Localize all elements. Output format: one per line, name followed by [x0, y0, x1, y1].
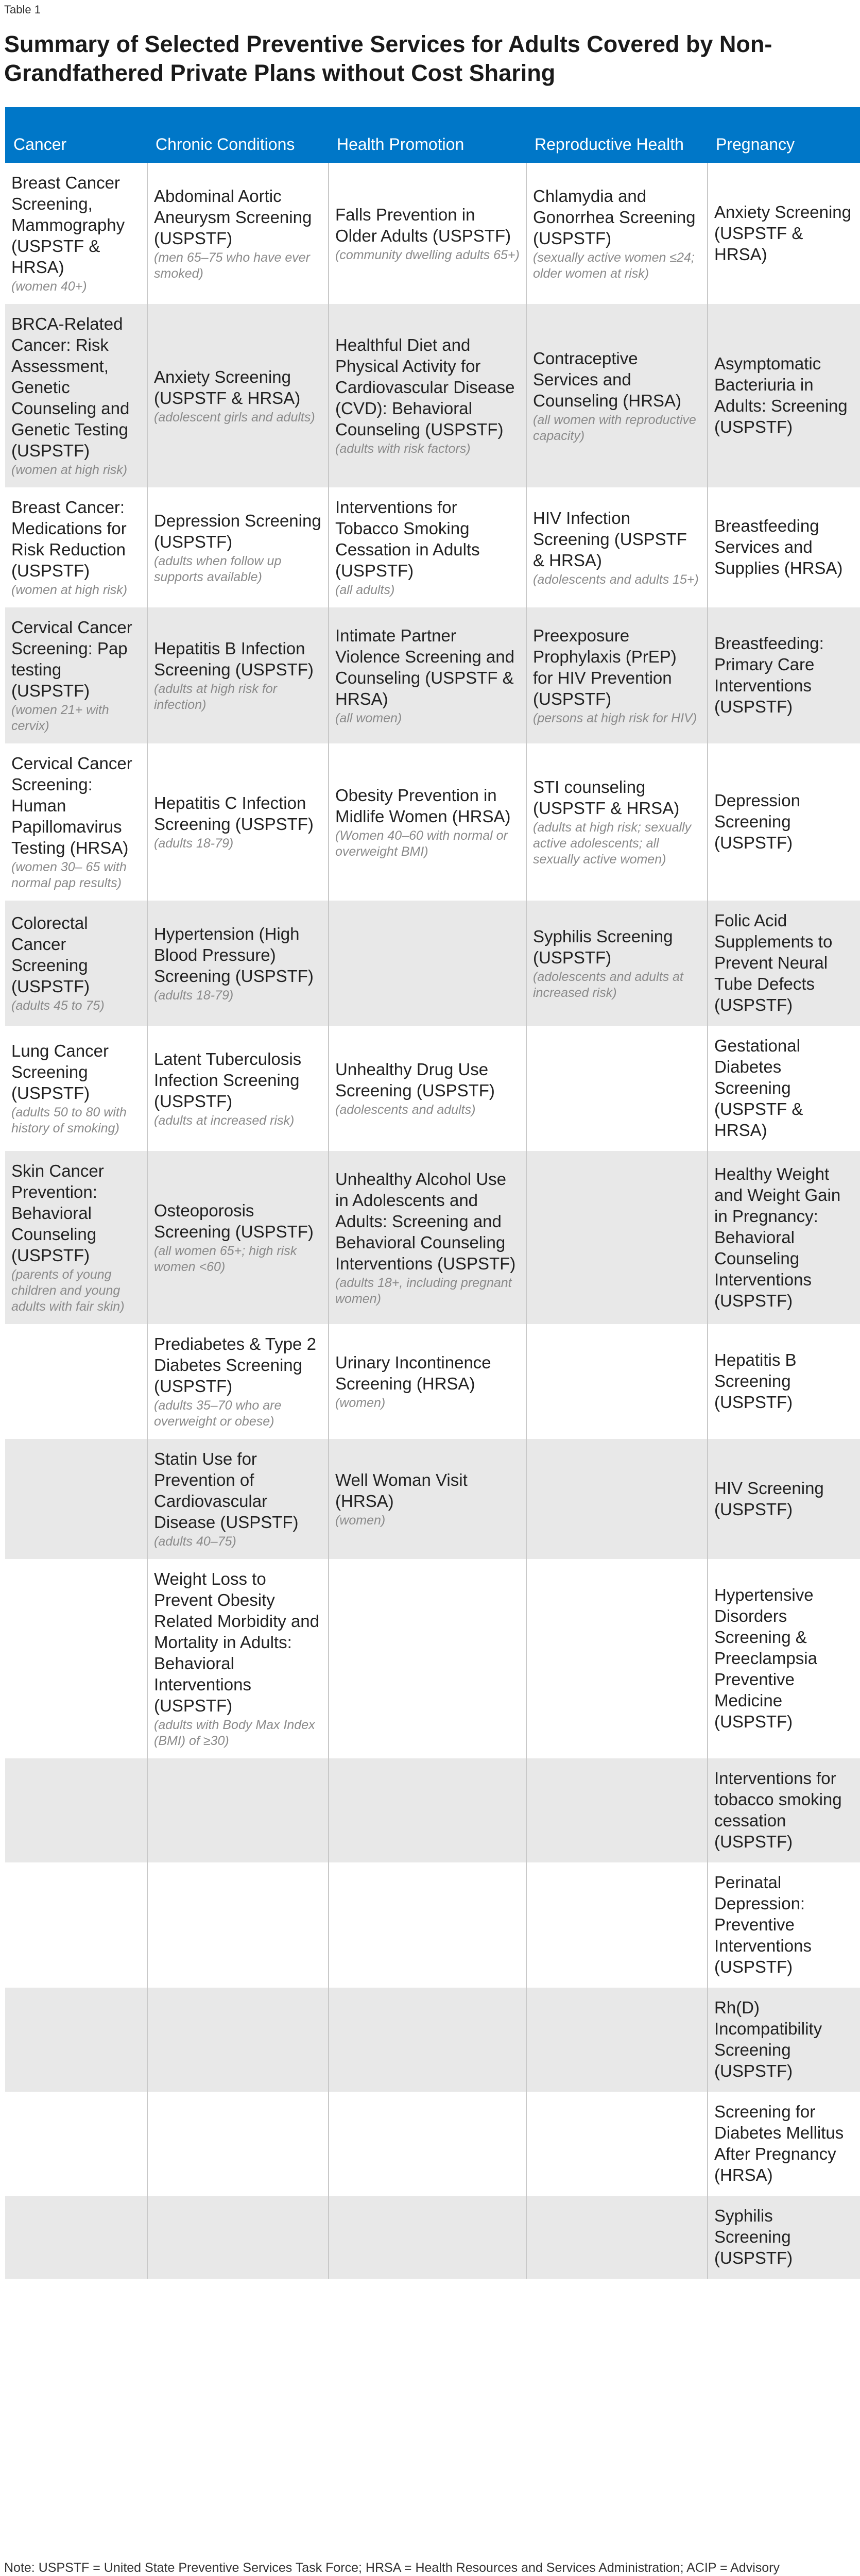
cell-cancer	[5, 304, 147, 487]
column-header-pregnancy: Pregnancy	[708, 107, 860, 163]
service-name: Breastfeeding: Primary Care Interventions (USPSTF)	[714, 634, 824, 716]
cell-reproductive-health	[526, 487, 708, 607]
cell-health-promotion	[329, 901, 526, 1026]
service-name: Depression Screening (USPSTF)	[714, 791, 800, 852]
population-note: (all adults)	[335, 583, 395, 597]
population-note: (women at high risk)	[11, 463, 128, 477]
service-name: Unhealthy Drug Use Screening (USPSTF)	[335, 1060, 495, 1100]
table-row	[5, 2196, 860, 2279]
service-name: Syphilis Screening (USPSTF)	[533, 926, 673, 967]
page-title: Summary of Selected Preventive Services for Adults Covered by Non-Grandfathered Private Plans without Cost Sharing	[4, 31, 772, 86]
cell-health-promotion	[329, 2092, 526, 2196]
cell-health-promotion	[329, 2196, 526, 2279]
cell-pregnancy	[708, 487, 860, 607]
cell-cancer	[5, 1862, 147, 1988]
cell-chronic-conditions	[147, 163, 329, 304]
cell-reproductive-health	[526, 1988, 708, 2092]
table-row	[5, 743, 860, 901]
cell-chronic-conditions	[147, 2196, 329, 2279]
cell-chronic-conditions	[147, 1026, 329, 1151]
cell-health-promotion	[329, 743, 526, 901]
population-note: (all women with reproductive capacity)	[533, 412, 696, 443]
table-header-row	[5, 107, 860, 163]
population-note: (adolescent girls and adults)	[154, 410, 315, 425]
table-row	[5, 901, 860, 1026]
cell-cancer	[5, 163, 147, 304]
population-note: (adults 18-79)	[154, 988, 234, 1003]
table-row	[5, 1026, 860, 1151]
cell-pregnancy	[708, 2092, 860, 2196]
service-name: Folic Acid Supplements to Prevent Neural Tube Defects (USPSTF)	[714, 911, 833, 1014]
cell-chronic-conditions	[147, 487, 329, 607]
service-name: Preexposure Prophylaxis (PrEP) for HIV Prevention (USPSTF)	[533, 625, 677, 708]
service-name: Well Woman Visit (HRSA)	[335, 1470, 468, 1511]
cell-pregnancy	[708, 1324, 860, 1439]
service-name: Anxiety Screening (USPSTF & HRSA)	[714, 202, 851, 264]
population-note: (sexually active women ≤24; older women at risk)	[533, 250, 695, 281]
cell-chronic-conditions	[147, 743, 329, 901]
population-note: (adults 35–70 who are overweight or obese)	[154, 1398, 282, 1429]
cell-pregnancy	[708, 1026, 860, 1151]
table-row	[5, 487, 860, 607]
service-name: Prediabetes & Type 2 Diabetes Screening (USPSTF)	[154, 1334, 316, 1396]
cell-health-promotion	[329, 1151, 526, 1324]
population-note: (adults with risk factors)	[335, 442, 471, 456]
cell-chronic-conditions	[147, 1151, 329, 1324]
services-table-wrapper	[5, 107, 851, 2279]
population-note: (women)	[335, 1513, 386, 1528]
service-name: Hepatitis B Infection Screening (USPSTF)	[154, 639, 314, 679]
cell-chronic-conditions	[147, 304, 329, 487]
table-row	[5, 1324, 860, 1439]
service-name: HIV Infection Screening (USPSTF & HRSA)	[533, 508, 687, 570]
population-note: (adults 18+, including pregnant women)	[335, 1275, 512, 1306]
cell-reproductive-health	[526, 1862, 708, 1988]
population-note: (adolescents and adults 15+)	[533, 572, 699, 587]
service-name: Hepatitis B Screening (USPSTF)	[714, 1350, 797, 1412]
table-row	[5, 1151, 860, 1324]
population-note: (adolescents and adults)	[335, 1103, 476, 1117]
population-note: (women at high risk)	[11, 583, 128, 597]
service-name: Asymptomatic Bacteriuria in Adults: Screening (USPSTF)	[714, 354, 848, 436]
cell-pregnancy	[708, 901, 860, 1026]
population-note: (adults at increased risk)	[154, 1113, 295, 1128]
population-note: (adults 40–75)	[154, 1534, 236, 1549]
population-note: (adults 45 to 75)	[11, 998, 105, 1013]
note-text: Note: USPSTF = United State Preventive Services Task Force; HRSA = Health Resources and Services Administration; ACIP = Advisory	[4, 2561, 780, 2575]
table-row	[5, 1559, 860, 1758]
cell-cancer	[5, 2092, 147, 2196]
population-note: (all women)	[335, 710, 402, 725]
service-name: Breast Cancer: Medications for Risk Reduction (USPSTF)	[11, 498, 127, 580]
service-name: Skin Cancer Prevention: Behavioral Counseling (USPSTF)	[11, 1161, 104, 1265]
table-body	[5, 163, 860, 2279]
cell-reproductive-health	[526, 1026, 708, 1151]
cell-cancer	[5, 607, 147, 743]
table-row	[5, 607, 860, 743]
cell-chronic-conditions	[147, 1324, 329, 1439]
service-name: Colorectal Cancer Screening (USPSTF)	[11, 913, 90, 996]
column-header-cancer: Cancer	[5, 107, 147, 163]
service-name: Depression Screening (USPSTF)	[154, 511, 321, 551]
service-name: Intimate Partner Violence Screening and Counseling (USPSTF & HRSA)	[335, 625, 514, 708]
table-row	[5, 1439, 860, 1559]
population-note: (persons at high risk for HIV)	[533, 710, 697, 725]
cell-pregnancy	[708, 1988, 860, 2092]
service-name: Syphilis Screening (USPSTF)	[714, 2206, 793, 2267]
table-row	[5, 1988, 860, 2092]
cell-health-promotion	[329, 487, 526, 607]
service-name: Abdominal Aortic Aneurysm Screening (USPSTF)	[154, 186, 312, 248]
service-name: Obesity Prevention in Midlife Women (HRSA)	[335, 785, 511, 826]
population-note: (adults 50 to 80 with history of smoking)	[11, 1105, 127, 1136]
cell-reproductive-health	[526, 1758, 708, 1862]
cell-reproductive-health	[526, 607, 708, 743]
cell-chronic-conditions	[147, 901, 329, 1026]
table-row	[5, 1862, 860, 1988]
service-name: Gestational Diabetes Screening (USPSTF & HRSA)	[714, 1036, 803, 1140]
population-note: (parents of young children and young adults with fair skin)	[11, 1267, 125, 1314]
cell-cancer	[5, 1439, 147, 1559]
cell-reproductive-health	[526, 2092, 708, 2196]
services-table	[5, 107, 860, 2279]
cell-health-promotion	[329, 1559, 526, 1758]
population-note: (women 21+ with cervix)	[11, 703, 109, 733]
population-note: (adults at high risk for infection)	[154, 682, 277, 712]
cell-health-promotion	[329, 1862, 526, 1988]
cell-pregnancy	[708, 607, 860, 743]
cell-pregnancy	[708, 1758, 860, 1862]
service-name: Healthful Diet and Physical Activity for Cardiovascular Disease (CVD): Behavioral Counseling (USPSTF)	[335, 335, 515, 439]
cell-pregnancy	[708, 304, 860, 487]
population-note: (adults at high risk; sexually active adolescents; all sexually active women)	[533, 820, 692, 867]
table-row	[5, 2092, 860, 2196]
population-note: (community dwelling adults 65+)	[335, 247, 520, 262]
footnotes	[4, 2560, 828, 2576]
population-note: (Women 40–60 with normal or overweight BMI)	[335, 828, 508, 859]
population-note: (adolescents and adults at increased risk)	[533, 969, 683, 1000]
cell-chronic-conditions	[147, 1758, 329, 1862]
cell-pregnancy	[708, 1151, 860, 1324]
service-name: Hypertension (High Blood Pressure) Screening (USPSTF)	[154, 924, 314, 986]
service-name: HIV Screening (USPSTF)	[714, 1478, 824, 1519]
cell-pregnancy	[708, 1559, 860, 1758]
cell-chronic-conditions	[147, 1988, 329, 2092]
service-name: Anxiety Screening (USPSTF & HRSA)	[154, 367, 301, 408]
cell-cancer	[5, 2196, 147, 2279]
service-name: Lung Cancer Screening (USPSTF)	[11, 1041, 109, 1103]
cell-cancer	[5, 901, 147, 1026]
cell-pregnancy	[708, 743, 860, 901]
table-row	[5, 1758, 860, 1862]
service-name: Latent Tuberculosis Infection Screening (USPSTF)	[154, 1049, 302, 1111]
cell-reproductive-health	[526, 1151, 708, 1324]
service-name: Hepatitis C Infection Screening (USPSTF)	[154, 793, 314, 834]
service-name: Falls Prevention in Older Adults (USPSTF)	[335, 205, 511, 245]
cell-chronic-conditions	[147, 1439, 329, 1559]
cell-reproductive-health	[526, 1559, 708, 1758]
service-name: Healthy Weight and Weight Gain in Pregnancy: Behavioral Counseling Interventions (USPSTF)	[714, 1164, 841, 1310]
service-name: Statin Use for Prevention of Cardiovascular Disease (USPSTF)	[154, 1449, 299, 1532]
population-note: (women 40+)	[11, 279, 87, 294]
service-name: Weight Loss to Prevent Obesity Related Morbidity and Mortality in Adults: Behavioral Interventions (USPSTF)	[154, 1569, 320, 1715]
column-header-chronic-conditions: Chronic Conditions	[147, 107, 329, 163]
cell-health-promotion	[329, 163, 526, 304]
cell-cancer	[5, 743, 147, 901]
column-header-reproductive-health: Reproductive Health	[526, 107, 708, 163]
cell-health-promotion	[329, 1988, 526, 2092]
cell-reproductive-health	[526, 2196, 708, 2279]
cell-reproductive-health	[526, 1324, 708, 1439]
service-name: Cervical Cancer Screening: Pap testing (USPSTF)	[11, 618, 132, 700]
service-name: Urinary Incontinence Screening (HRSA)	[335, 1353, 491, 1393]
cell-cancer	[5, 1758, 147, 1862]
population-note: (adults when follow up supports available)	[154, 553, 282, 584]
population-note: (all women 65+; high risk women <60)	[154, 1244, 297, 1274]
cell-cancer	[5, 487, 147, 607]
cell-cancer	[5, 1988, 147, 2092]
service-name: Interventions for Tobacco Smoking Cessation in Adults (USPSTF)	[335, 498, 480, 580]
service-name: Rh(D) Incompatibility Screening (USPSTF)	[714, 1998, 822, 2080]
table-label: Table 1	[4, 3, 41, 16]
service-name: Unhealthy Alcohol Use in Adolescents and Adults: Screening and Behavioral Counseling Interventions (USPSTF)	[335, 1169, 516, 1273]
cell-reproductive-health	[526, 1439, 708, 1559]
cell-cancer	[5, 1324, 147, 1439]
service-name: Cervical Cancer Screening: Human Papillomavirus Testing (HRSA)	[11, 754, 132, 857]
table-row	[5, 163, 860, 304]
cell-pregnancy	[708, 1439, 860, 1559]
cell-cancer	[5, 1559, 147, 1758]
cell-health-promotion	[329, 607, 526, 743]
service-name: Breastfeeding Services and Supplies (HRSA)	[714, 516, 843, 578]
cell-chronic-conditions	[147, 1862, 329, 1988]
cell-chronic-conditions	[147, 1559, 329, 1758]
service-name: Interventions for tobacco smoking cessation (USPSTF)	[714, 1769, 842, 1851]
cell-reproductive-health	[526, 304, 708, 487]
service-name: Hypertensive Disorders Screening & Preeclampsia Preventive Medicine (USPSTF)	[714, 1585, 817, 1731]
service-name: Contraceptive Services and Counseling (HRSA)	[533, 348, 681, 410]
population-note: (adults with Body Max Index (BMI) of ≥30)	[154, 1718, 315, 1748]
service-name: Osteoporosis Screening (USPSTF)	[154, 1201, 314, 1241]
service-name: Perinatal Depression: Preventive Interventions (USPSTF)	[714, 1873, 812, 1976]
cell-pregnancy	[708, 2196, 860, 2279]
cell-health-promotion	[329, 1758, 526, 1862]
service-name: BRCA-Related Cancer: Risk Assessment, Genetic Counseling and Genetic Testing (USPSTF)	[11, 314, 130, 460]
population-note: (women 30– 65 with normal pap results)	[11, 860, 127, 890]
cell-chronic-conditions	[147, 2092, 329, 2196]
population-note: (women)	[335, 1396, 386, 1410]
service-name: Chlamydia and Gonorrhea Screening (USPSTF)	[533, 186, 696, 248]
cell-cancer	[5, 1151, 147, 1324]
cell-health-promotion	[329, 1026, 526, 1151]
cell-reproductive-health	[526, 163, 708, 304]
service-name: Screening for Diabetes Mellitus After Pregnancy (HRSA)	[714, 2102, 844, 2184]
cell-chronic-conditions	[147, 607, 329, 743]
population-note: (adults 18-79)	[154, 836, 234, 851]
cell-health-promotion	[329, 304, 526, 487]
service-name: STI counseling (USPSTF & HRSA)	[533, 777, 680, 818]
cell-reproductive-health	[526, 901, 708, 1026]
population-note: (men 65–75 who have ever smoked)	[154, 250, 310, 281]
cell-pregnancy	[708, 1862, 860, 1988]
cell-reproductive-health	[526, 743, 708, 901]
cell-cancer	[5, 1026, 147, 1151]
cell-health-promotion	[329, 1324, 526, 1439]
cell-health-promotion	[329, 1439, 526, 1559]
service-name: Breast Cancer Screening, Mammography (USPSTF & HRSA)	[11, 173, 125, 277]
column-header-health-promotion: Health Promotion	[329, 107, 526, 163]
cell-pregnancy	[708, 163, 860, 304]
table-row	[5, 304, 860, 487]
